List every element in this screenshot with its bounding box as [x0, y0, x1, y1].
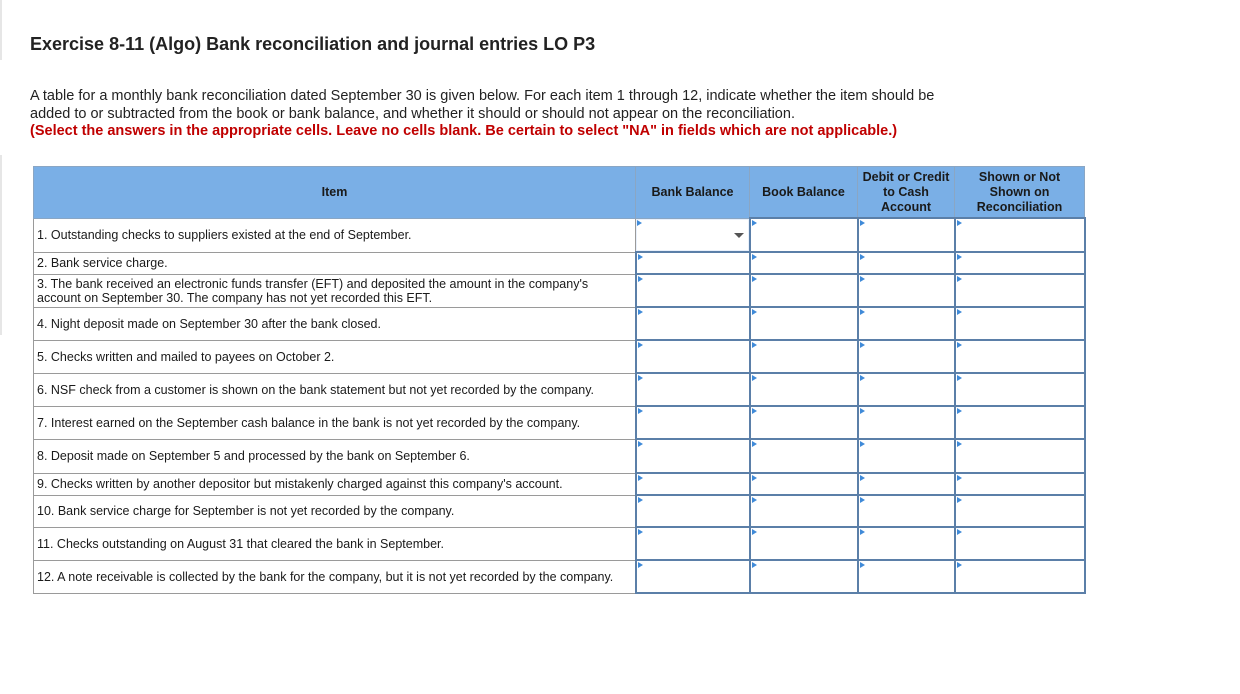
answer-select-book-balance[interactable] — [750, 560, 858, 593]
answer-select-book-balance[interactable] — [750, 495, 858, 527]
row-item-label: 6. NSF check from a customer is shown on the bank statement but not yet recorded by the company. — [34, 373, 636, 406]
answer-select-book-balance[interactable] — [750, 218, 858, 252]
header-shown: Shown or Not Shown on Reconciliation — [955, 167, 1085, 219]
reconciliation-table — [33, 166, 1086, 594]
selected-value — [859, 416, 865, 430]
selected-value — [751, 504, 757, 518]
answer-select-bank-balance[interactable] — [636, 439, 750, 473]
selected-value — [956, 284, 962, 298]
selected-value — [751, 477, 757, 491]
table-row — [34, 252, 1085, 274]
selected-value — [956, 383, 962, 397]
selected-value — [956, 477, 962, 491]
selected-value — [859, 477, 865, 491]
selected-value — [637, 317, 643, 331]
answer-select-book-balance[interactable] — [750, 373, 858, 406]
table-row — [34, 495, 1085, 527]
table-row — [34, 560, 1085, 593]
left-edge-rule — [0, 155, 2, 335]
table-body — [34, 218, 1085, 593]
table-row — [34, 218, 1085, 252]
selected-value — [751, 256, 757, 270]
answer-select-bank-balance[interactable] — [636, 495, 750, 527]
answer-select-shown[interactable] — [955, 473, 1085, 495]
answer-select-bank-balance[interactable] — [636, 218, 750, 252]
answer-select-debit-credit[interactable] — [858, 274, 955, 307]
selected-value — [637, 477, 643, 491]
answer-select-shown[interactable] — [955, 495, 1085, 527]
answer-select-bank-balance[interactable] — [636, 473, 750, 495]
selected-value — [859, 537, 865, 551]
selected-value — [637, 570, 643, 584]
answer-select-bank-balance[interactable] — [636, 527, 750, 560]
answer-select-bank-balance[interactable] — [636, 340, 750, 373]
row-item-label: 12. A note receivable is collected by the bank for the company, but it is not yet recorded by the company. — [34, 560, 636, 593]
selected-value — [751, 537, 757, 551]
answer-select-book-balance[interactable] — [750, 473, 858, 495]
selected-value — [956, 449, 962, 463]
row-item-label: 3. The bank received an electronic funds transfer (EFT) and deposited the amount in the company's account on September 30. The company has not yet recorded this EFT. — [34, 274, 636, 307]
answer-select-shown[interactable] — [955, 406, 1085, 439]
selected-value — [859, 504, 865, 518]
header-debit-credit: Debit or Credit to Cash Account — [858, 167, 955, 219]
row-item-label: 2. Bank service charge. — [34, 252, 636, 274]
chevron-down-icon[interactable] — [734, 233, 744, 238]
table-row — [34, 340, 1085, 373]
selected-value — [637, 537, 643, 551]
table-row — [34, 307, 1085, 340]
answer-select-debit-credit[interactable] — [858, 527, 955, 560]
row-item-label: 10. Bank service charge for September is not yet recorded by the company. — [34, 495, 636, 527]
answer-select-bank-balance[interactable] — [636, 252, 750, 274]
selected-value — [956, 317, 962, 331]
answer-select-shown[interactable] — [955, 373, 1085, 406]
answer-select-shown[interactable] — [955, 560, 1085, 593]
header-row — [34, 167, 1085, 219]
selected-value — [859, 449, 865, 463]
table-row — [34, 473, 1085, 495]
answer-select-shown[interactable] — [955, 439, 1085, 473]
instructions-note: (Select the answers in the appropriate cells. Leave no cells blank. Be certain to select "NA" in fields which are not applicable.) — [30, 123, 898, 139]
selected-value — [637, 449, 643, 463]
table-row — [34, 406, 1085, 439]
answer-select-debit-credit[interactable] — [858, 473, 955, 495]
row-item-label: 7. Interest earned on the September cash balance in the bank is not yet recorded by the company. — [34, 406, 636, 439]
selected-value — [859, 317, 865, 331]
selected-value — [751, 570, 757, 584]
answer-select-shown[interactable] — [955, 307, 1085, 340]
selected-value — [751, 449, 757, 463]
row-item-label: 1. Outstanding checks to suppliers existed at the end of September. — [34, 218, 636, 252]
answer-select-book-balance[interactable] — [750, 439, 858, 473]
header-item: Item — [34, 167, 636, 219]
row-item-label: 11. Checks outstanding on August 31 that cleared the bank in September. — [34, 527, 636, 560]
selected-value — [637, 256, 643, 270]
selected-value — [956, 228, 962, 242]
selected-value — [859, 228, 865, 242]
selected-value — [751, 317, 757, 331]
row-item-label: 8. Deposit made on September 5 and processed by the bank on September 6. — [34, 439, 636, 473]
selected-value — [956, 537, 962, 551]
answer-select-bank-balance[interactable] — [636, 274, 750, 307]
answer-select-book-balance[interactable] — [750, 274, 858, 307]
selected-value — [956, 350, 962, 364]
answer-select-book-balance[interactable] — [750, 252, 858, 274]
header-bank-balance: Bank Balance — [636, 167, 750, 219]
row-item-label: 4. Night deposit made on September 30 after the bank closed. — [34, 307, 636, 340]
row-item-label: 5. Checks written and mailed to payees on October 2. — [34, 340, 636, 373]
selected-value — [636, 228, 642, 242]
left-edge-rule — [0, 0, 2, 60]
answer-select-shown[interactable] — [955, 527, 1085, 560]
answer-select-bank-balance[interactable] — [636, 406, 750, 439]
page-title: Exercise 8-11 (Algo) Bank reconciliation and journal entries LO P3 — [30, 34, 596, 54]
answer-select-bank-balance[interactable] — [636, 373, 750, 406]
selected-value — [637, 350, 643, 364]
answer-select-shown[interactable] — [955, 218, 1085, 252]
selected-value — [956, 570, 962, 584]
answer-select-shown[interactable] — [955, 274, 1085, 307]
header-book-balance: Book Balance — [750, 167, 858, 219]
answer-select-debit-credit[interactable] — [858, 218, 955, 252]
answer-select-debit-credit[interactable] — [858, 340, 955, 373]
selected-value — [956, 416, 962, 430]
selected-value — [751, 284, 757, 298]
answer-select-bank-balance[interactable] — [636, 307, 750, 340]
answer-select-book-balance[interactable] — [750, 340, 858, 373]
selected-value — [751, 350, 757, 364]
selected-value — [956, 256, 962, 270]
selected-value — [751, 416, 757, 430]
selected-value — [956, 504, 962, 518]
answer-select-debit-credit[interactable] — [858, 307, 955, 340]
selected-value — [859, 383, 865, 397]
table-row — [34, 527, 1085, 560]
table-row — [34, 439, 1085, 473]
selected-value — [859, 570, 865, 584]
answer-select-book-balance[interactable] — [750, 527, 858, 560]
answer-select-debit-credit[interactable] — [858, 252, 955, 274]
instructions-text: A table for a monthly bank reconciliation dated September 30 is given below. For each item 1 through 12, indicate whether the item should be added to or subtracted from the book or bank balance, and whether it should or should not appear on the reconciliation. — [30, 88, 935, 122]
answer-select-debit-credit[interactable] — [858, 439, 955, 473]
selected-value — [751, 383, 757, 397]
selected-value — [637, 284, 643, 298]
selected-value — [637, 383, 643, 397]
answer-select-debit-credit[interactable] — [858, 373, 955, 406]
selected-value — [637, 504, 643, 518]
answer-select-bank-balance[interactable] — [636, 560, 750, 593]
answer-select-debit-credit[interactable] — [858, 406, 955, 439]
row-item-label: 9. Checks written by another depositor but mistakenly charged against this company's account. — [34, 473, 636, 495]
answer-select-debit-credit[interactable] — [858, 495, 955, 527]
answer-select-shown[interactable] — [955, 252, 1085, 274]
instructions — [30, 88, 970, 141]
selected-value — [751, 228, 757, 242]
selected-value — [859, 350, 865, 364]
table-row — [34, 373, 1085, 406]
answer-select-book-balance[interactable] — [750, 406, 858, 439]
answer-select-debit-credit[interactable] — [858, 560, 955, 593]
answer-select-shown[interactable] — [955, 340, 1085, 373]
selected-value — [637, 416, 643, 430]
selected-value — [859, 256, 865, 270]
answer-select-book-balance[interactable] — [750, 307, 858, 340]
table-row — [34, 274, 1085, 307]
selected-value — [859, 284, 865, 298]
